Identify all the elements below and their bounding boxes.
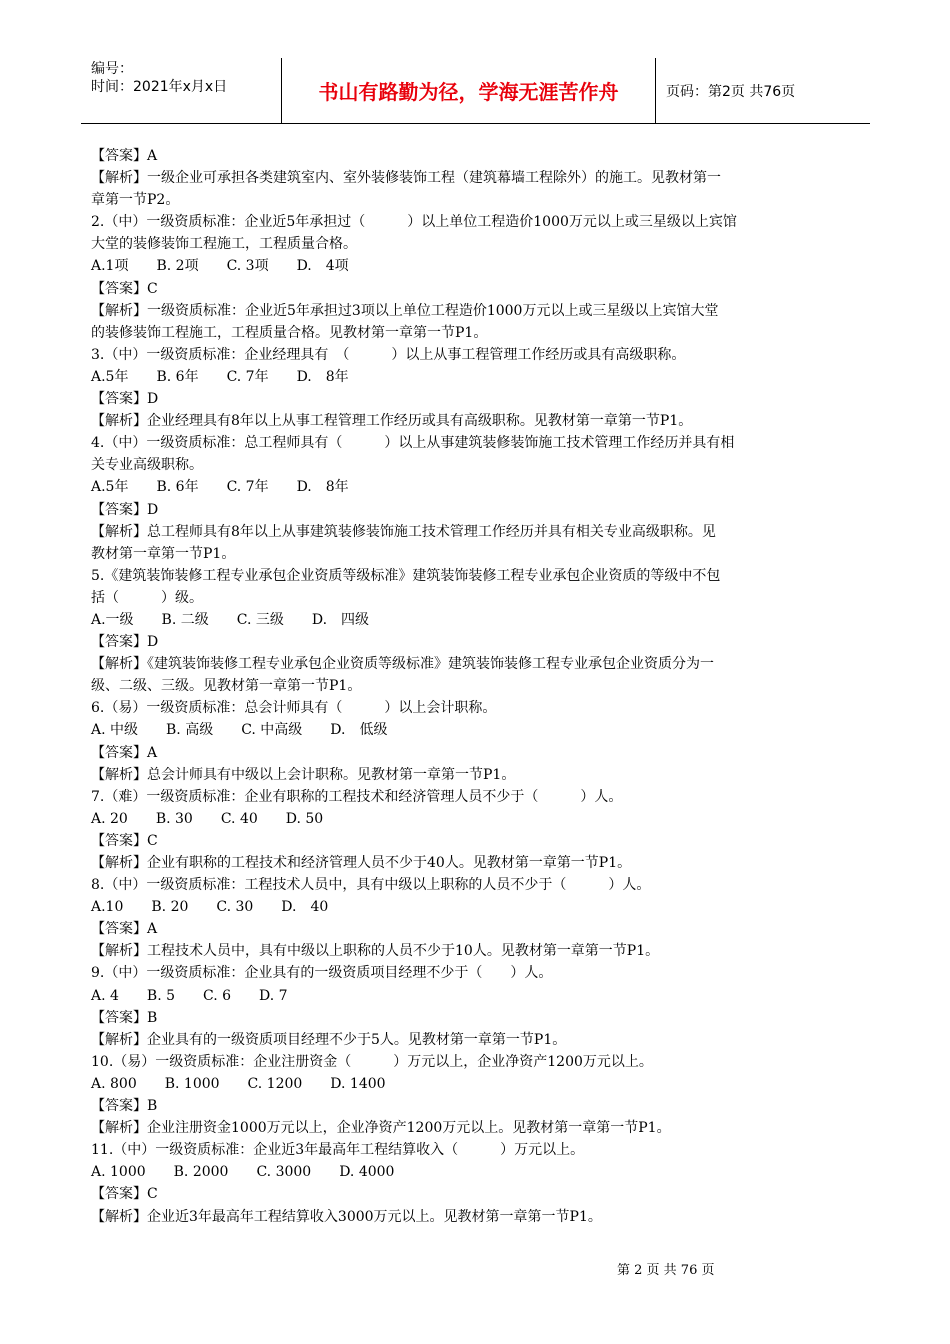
header-motto: 书山有路勤为径，学海无涯苦作舟 xyxy=(281,58,656,123)
text-line: 【解析】一级资质标准：企业近5年承担过3项以上单位工程造价1000万元以上或三星级以上宾馆大堂 xyxy=(91,302,719,319)
text-line: A.5年 B. 6年 C. 7年 D. 8年 xyxy=(91,368,349,385)
text-line: 【答案】A xyxy=(91,744,158,761)
text-line: A. 4 B. 5 C. 6 D. 7 xyxy=(91,987,288,1004)
text-line: A. 中级 B. 高级 C. 中高级 D. 低级 xyxy=(91,722,388,739)
header-meta xyxy=(81,58,281,123)
text-line: A. 800 B. 1000 C. 1200 D. 1400 xyxy=(91,1075,386,1092)
text-line: 【解析】一级企业可承担各类建筑室内、室外装修装饰工程（建筑幕墙工程除外）的施工。见教材第一 xyxy=(91,170,721,187)
text-line: 括（ ）级。 xyxy=(91,589,203,606)
text-line: A. 1000 B. 2000 C. 3000 D. 4000 xyxy=(91,1164,395,1181)
text-line: 【答案】C xyxy=(91,832,158,849)
number-label: 编号： xyxy=(91,61,133,77)
text-line: 【解析】企业具有的一级资质项目经理不少于5人。见教材第一章第一节P1。 xyxy=(91,1031,567,1048)
text-line: A. 20 B. 30 C. 40 D. 50 xyxy=(91,810,324,827)
text-line: 【答案】B xyxy=(91,1098,158,1115)
text-line: 【解析】企业注册资金1000万元以上，企业净资产1200万元以上。见教材第一章第一节P1。 xyxy=(91,1120,671,1137)
text-line: 的装修装饰工程施工，工程质量合格。见教材第一章第一节P1。 xyxy=(91,324,488,341)
text-line: 3.（中）一级资质标准：企业经理具有 （ ）以上从事工程管理工作经历或具有高级职称。 xyxy=(91,346,686,363)
page-header xyxy=(81,58,870,124)
text-line: 教材第一章第一节P1。 xyxy=(91,545,236,562)
text-line: A.5年 B. 6年 C. 7年 D. 8年 xyxy=(91,479,349,496)
document-body xyxy=(91,145,851,1228)
text-line: 11.（中）一级资质标准：企业近3年最高年工程结算收入（ ）万元以上。 xyxy=(91,1142,585,1159)
text-line: 【答案】A xyxy=(91,921,158,938)
text-line: 关专业高级职称。 xyxy=(91,457,203,474)
text-line: 5.《建筑装饰装修工程专业承包企业资质等级标准》建筑装饰装修工程专业承包企业资质的等级中不包 xyxy=(91,567,721,584)
text-line: 8.（中）一级资质标准：工程技术人员中，具有中级以上职称的人员不少于（ ）人。 xyxy=(91,877,651,894)
text-line: 级、二级、三级。见教材第一章第一节P1。 xyxy=(91,678,362,695)
text-line: 【答案】B xyxy=(91,1009,158,1026)
text-line: 【解析】企业近3年最高年工程结算收入3000万元以上。见教材第一章第一节P1。 xyxy=(91,1208,602,1225)
text-line: 9.（中）一级资质标准：企业具有的一级资质项目经理不少于（ ）人。 xyxy=(91,965,553,982)
text-line: 【答案】C xyxy=(91,1186,158,1203)
text-line: 7.（难）一级资质标准：企业有职称的工程技术和经济管理人员不少于（ ）人。 xyxy=(91,788,623,805)
text-line: 【解析】企业经理具有8年以上从事工程管理工作经历或具有高级职称。见教材第一章第一节P1。 xyxy=(91,413,693,430)
text-line: 4.（中）一级资质标准：总工程师具有（ ）以上从事建筑装修装饰施工技术管理工作经历并具有相 xyxy=(91,435,735,452)
text-line: 【答案】D xyxy=(91,501,159,518)
text-line: 【答案】C xyxy=(91,280,158,297)
text-line: 【答案】D xyxy=(91,634,159,651)
text-line: 【解析】企业有职称的工程技术和经济管理人员不少于40人。见教材第一章第一节P1。 xyxy=(91,855,632,871)
text-line: A.1项 B. 2项 C. 3项 D. 4项 xyxy=(91,258,349,275)
text-line: 6.（易）一级资质标准：总会计师具有（ ）以上会计职称。 xyxy=(91,700,497,717)
text-line: 章第一节P2。 xyxy=(91,192,180,209)
text-line: 【解析】工程技术人员中，具有中级以上职称的人员不少于10人。见教材第一章第一节P1。 xyxy=(91,943,660,960)
text-line: 2.（中）一级资质标准：企业近5年承担过（ ）以上单位工程造价1000万元以上或三星级以上宾馆 xyxy=(91,214,737,231)
text-line: 10.（易）一级资质标准：企业注册资金（ ）万元以上，企业净资产1200万元以上。 xyxy=(91,1053,653,1070)
text-line: A.一级 B. 二级 C. 三级 D. 四级 xyxy=(91,611,370,628)
text-line: 【解析】《建筑装饰装修工程专业承包企业资质等级标准》建筑装饰装修工程专业承包企业资质分为一 xyxy=(91,656,714,673)
text-line: 【解析】总会计师具有中级以上会计职称。见教材第一章第一节P1。 xyxy=(91,766,516,783)
page-footer: 第 2 页 共 76 页 xyxy=(617,1263,715,1278)
header-page-info: 页码：第2页 共76页 xyxy=(666,83,796,100)
text-line: A.10 B. 20 C. 30 D. 40 xyxy=(91,899,329,916)
text-line: 【答案】D xyxy=(91,391,159,408)
text-line: 【解析】总工程师具有8年以上从事建筑装修装饰施工技术管理工作经历并具有相关专业高级职称。见 xyxy=(91,523,716,540)
text-line: 【答案】A xyxy=(91,148,158,164)
time-label: 时间：2021年x月x日 xyxy=(91,79,228,95)
text-line: 大堂的装修装饰工程施工，工程质量合格。 xyxy=(91,236,357,253)
